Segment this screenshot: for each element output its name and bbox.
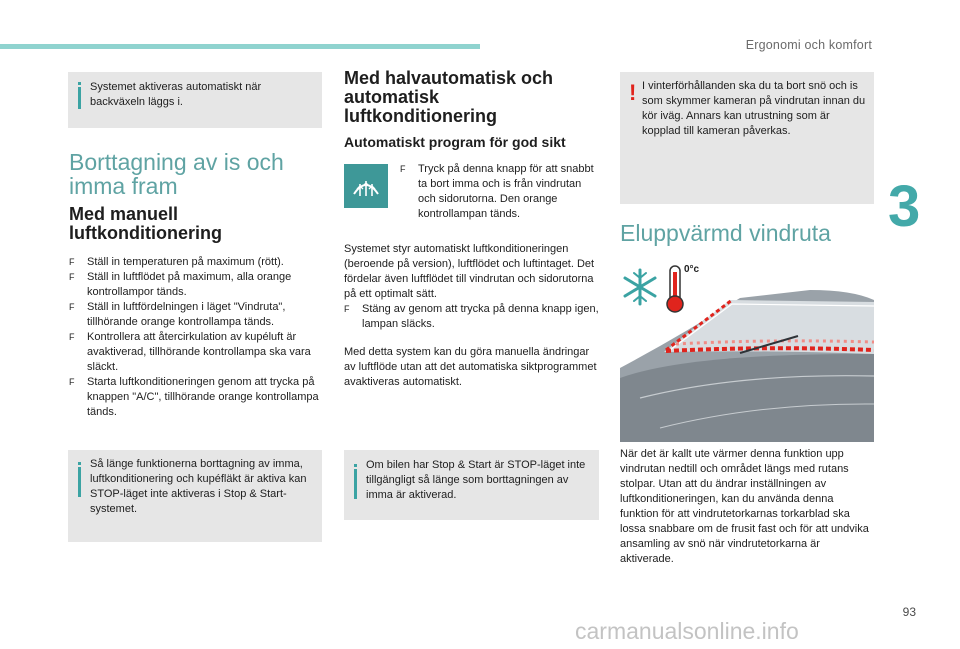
info-note-stop-start xyxy=(68,450,322,542)
subheading-manual-ac: Med manuell luftkonditionering xyxy=(69,204,222,243)
bullet-item: F Ställ in temperaturen på maximum (rött). xyxy=(69,256,284,268)
info-note-text: Systemet aktiveras automatiskt när backväxeln läggs i. xyxy=(90,81,262,108)
warning-note-text: I vinterförhållanden ska du ta bort snö och is som skymmer kameran på vindrutan innan du kör iväg. Annars kan utrustning som är kopplad till kameran påverkas. xyxy=(642,80,866,137)
bullet-item: F Ställ in luftfördelningen i läget "Vindruta", tillhörande orange kontrollampa tänds. xyxy=(69,301,286,328)
bullet-item: F Tryck på denna knapp för att snabbt ta bort imma och is från vindrutan och sidorutorna. Den orange kontrollampan tänds. xyxy=(400,163,594,220)
bullet-item: F Stäng av genom att trycka på denna knapp igen, lampan släcks. xyxy=(344,303,599,330)
defrost-button-instruction xyxy=(400,162,600,222)
section-heading-defrost: Borttagning av is och imma fram xyxy=(69,149,284,199)
warning-icon: ! xyxy=(629,80,637,105)
heated-windscreen-illustration xyxy=(620,258,874,442)
info-icon xyxy=(78,462,81,497)
temperature-label: 0°c xyxy=(684,264,700,275)
watermark-text: carmanualsonline.info xyxy=(575,618,799,644)
manual-ac-instructions xyxy=(69,255,323,420)
header-accent-bar xyxy=(0,44,480,49)
heated-windscreen-description: När det är kallt ute värmer denna funktion upp vindrutan nedtill och området längs med rutans stolpar. Utan att du ändrar inställningen av luftkonditioneringen, kan du använda denna funktion för att vindrutetorkarnas torkarblad ska lossa snabbare om de frusit fast och för att undvika ansamling av snö när vindrutetorkarna är aktiverade. xyxy=(620,448,869,565)
paragraph: Systemet styr automatiskt luftkonditioneringen (beroende på version), luftflödet och luftintaget. Det fördelar även luftflödet till vindrutan och sidorutorna på ett optimalt sätt. xyxy=(344,243,595,300)
auto-ac-description xyxy=(344,242,600,332)
section-heading-heated-windscreen: Eluppvärmd vindruta xyxy=(620,220,831,246)
subheading-visibility-program: Automatiskt program för god sikt xyxy=(344,134,566,150)
manual-adjust-paragraph: Med detta system kan du göra manuella ändringar av luftflöde utan att det automatiska siktprogrammet avaktiveras automatiskt. xyxy=(344,346,597,388)
info-note-text: Så länge funktionerna borttagning av imma, luftkonditionering och kupéfläkt är aktiva kan STOP-läget inte aktiveras i Stop & Start-systemet. xyxy=(90,458,307,515)
chapter-number: 3 xyxy=(888,174,921,239)
info-note-text: Om bilen har Stop & Start är STOP-läget inte tillgängligt så länge som borttagningen av imma är aktiverad. xyxy=(366,459,586,501)
front-defrost-button-icon xyxy=(344,164,388,208)
info-icon xyxy=(354,464,357,499)
info-note-reverse xyxy=(68,72,322,128)
bullet-item: F Starta luftkonditioneringen genom att trycka på knappen "A/C", tillhörande orange kontrollampa tänds. xyxy=(69,376,319,418)
info-icon xyxy=(78,82,81,109)
section-title: Ergonomi och komfort xyxy=(745,38,872,52)
bullet-item: F Kontrollera att återcirkulation av kupéluft är avaktiverad, tillhörande kontrollampa ska vara släckt. xyxy=(69,331,311,373)
info-note-defrost-stop xyxy=(344,450,599,520)
warning-note-camera xyxy=(620,72,874,204)
bullet-item: F Ställ in luftflödet på maximum, alla orange kontrollampor tänds. xyxy=(69,271,292,298)
section-heading-auto-ac: Med halvautomatisk och automatisk luftkonditionering xyxy=(344,68,554,126)
page-number: 93 xyxy=(902,605,916,619)
